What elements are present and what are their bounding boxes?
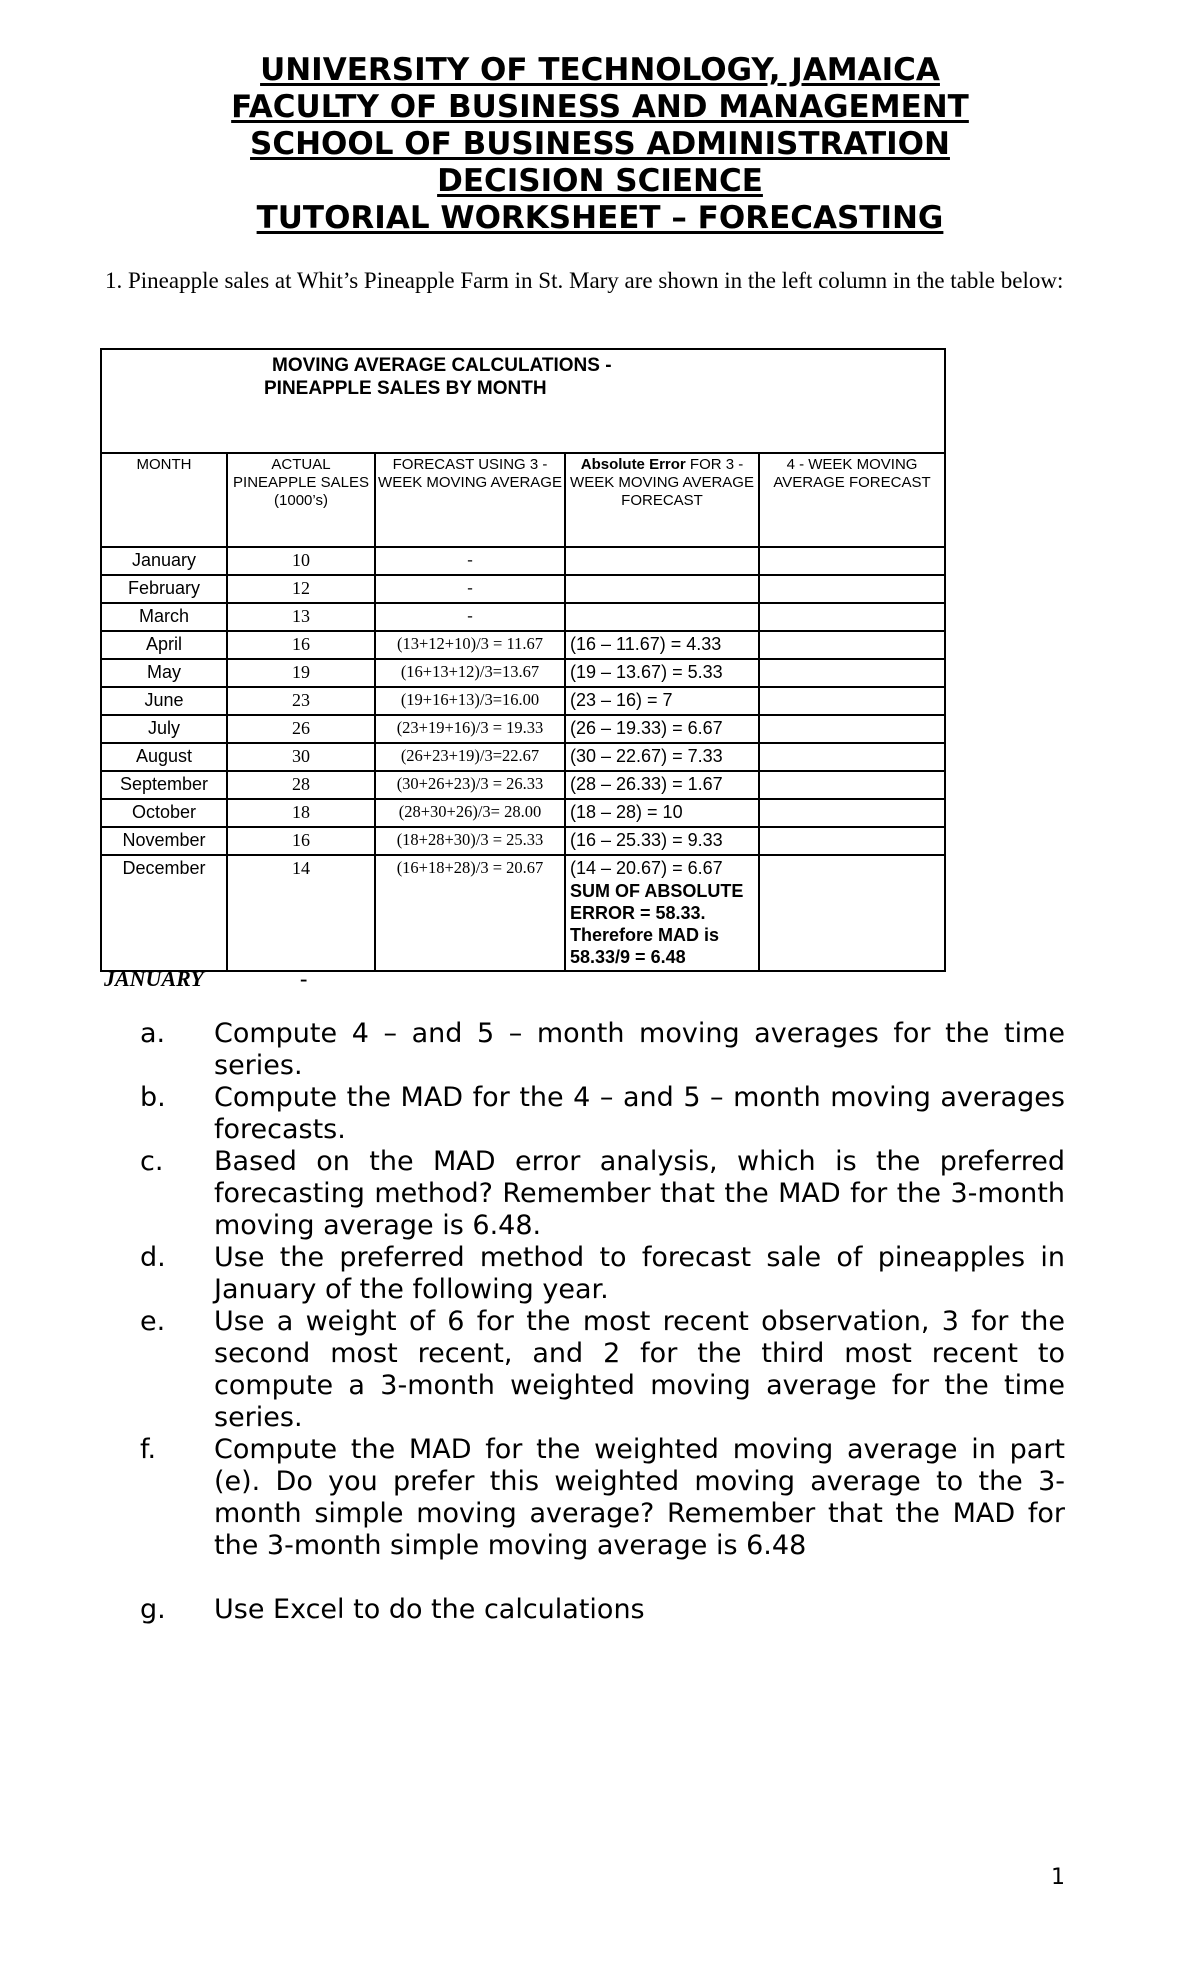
table-row xyxy=(101,827,945,855)
header-4-week-forecast: 4 - WEEK MOVING AVERAGE FORECAST xyxy=(759,453,945,547)
forecast-cell: - xyxy=(375,603,565,631)
question-text: Compute the MAD for the weighted moving average in part (e). Do you prefer this weighted moving average to the 3-month simple moving average? Remember that the MAD for the 3-month simple moving average is 6.48 xyxy=(214,1434,1065,1561)
sales-cell: 23 xyxy=(227,687,375,715)
sales-cell: 14 xyxy=(227,855,375,971)
ma4-cell xyxy=(759,827,945,855)
error-cell: (16 – 25.33) = 9.33 xyxy=(565,827,759,855)
error-cell: (28 – 26.33) = 1.67 xyxy=(565,771,759,799)
sales-cell: 18 xyxy=(227,799,375,827)
forecast-cell: (30+26+23)/3 = 26.33 xyxy=(375,771,565,799)
forecast-cell: - xyxy=(375,547,565,575)
error-cell: (19 – 13.67) = 5.33 xyxy=(565,659,759,687)
error-cell: (23 – 16) = 7 xyxy=(565,687,759,715)
table-row xyxy=(101,743,945,771)
sales-cell: 28 xyxy=(227,771,375,799)
table-row xyxy=(101,631,945,659)
question-text: Compute 4 – and 5 – month moving averages for the time series. xyxy=(214,1018,1065,1081)
header-course: DECISION SCIENCE xyxy=(437,163,763,199)
question-label: g. xyxy=(140,1594,166,1625)
question-item xyxy=(140,1434,1065,1562)
ma4-cell xyxy=(759,715,945,743)
forecast-cell: (28+30+26)/3= 28.00 xyxy=(375,799,565,827)
ma4-cell xyxy=(759,575,945,603)
document-header xyxy=(0,52,1200,237)
table-row xyxy=(101,575,945,603)
table-row xyxy=(101,603,945,631)
ma4-cell xyxy=(759,687,945,715)
question-label: e. xyxy=(140,1306,166,1337)
month-cell: August xyxy=(101,743,227,771)
month-cell: December xyxy=(101,855,227,971)
ma4-cell xyxy=(759,743,945,771)
question-item xyxy=(140,1242,1065,1306)
question-item xyxy=(140,1594,1065,1626)
sales-cell: 12 xyxy=(227,575,375,603)
month-cell: February xyxy=(101,575,227,603)
header-school: SCHOOL OF BUSINESS ADMINISTRATION xyxy=(250,126,950,162)
header-university: UNIVERSITY OF TECHNOLOGY, JAMAICA xyxy=(260,52,940,88)
forecast-cell: (16+13+12)/3=13.67 xyxy=(375,659,565,687)
question-label: c. xyxy=(140,1146,164,1177)
forecast-cell: (19+16+13)/3=16.00 xyxy=(375,687,565,715)
sales-cell: 30 xyxy=(227,743,375,771)
question-label: f. xyxy=(140,1434,157,1465)
header-absolute-error xyxy=(565,453,759,547)
month-cell: November xyxy=(101,827,227,855)
question-item xyxy=(140,1082,1065,1146)
ma4-cell xyxy=(759,631,945,659)
table-title-cell xyxy=(101,349,945,453)
error-cell: (16 – 11.67) = 4.33 xyxy=(565,631,759,659)
header-worksheet: TUTORIAL WORKSHEET – FORECASTING xyxy=(256,200,944,236)
mad-summary: SUM OF ABSOLUTE ERROR = 58.33. Therefore MAD is 58.33/9 = 6.48 xyxy=(570,881,744,967)
table-row xyxy=(101,659,945,687)
header-3-week-forecast: FORECAST USING 3 - WEEK MOVING AVERAGE xyxy=(375,453,565,547)
error-cell: (18 – 28) = 10 xyxy=(565,799,759,827)
question-label: d. xyxy=(140,1242,166,1273)
error-cell: (30 – 22.67) = 7.33 xyxy=(565,743,759,771)
error-cell: (26 – 19.33) = 6.67 xyxy=(565,715,759,743)
error-cell xyxy=(565,575,759,603)
moving-average-table xyxy=(100,348,946,972)
sales-cell: 13 xyxy=(227,603,375,631)
forecast-cell: (18+28+30)/3 = 25.33 xyxy=(375,827,565,855)
sales-cell: 16 xyxy=(227,827,375,855)
forecast-cell: - xyxy=(375,575,565,603)
table-row xyxy=(101,771,945,799)
question-intro: 1. Pineapple sales at Whit’s Pineapple Farm in St. Mary are shown in the left column in the table below: xyxy=(105,268,1064,293)
error-cell xyxy=(565,855,759,971)
ma4-cell xyxy=(759,771,945,799)
month-cell: April xyxy=(101,631,227,659)
table-row xyxy=(101,799,945,827)
ma4-cell xyxy=(759,799,945,827)
sales-cell: 16 xyxy=(227,631,375,659)
page-number: 1 xyxy=(1051,1865,1065,1890)
ma4-cell xyxy=(759,547,945,575)
header-absolute-error-bold: Absolute Error xyxy=(580,456,686,473)
table-row xyxy=(101,547,945,575)
table-row xyxy=(101,687,945,715)
ma4-cell xyxy=(759,603,945,631)
question-text: Compute the MAD for the 4 – and 5 – month moving averages forecasts. xyxy=(214,1082,1065,1145)
question-list xyxy=(140,1018,1065,1626)
error-cell xyxy=(565,603,759,631)
january-label: JANUARY xyxy=(104,966,204,991)
sales-cell: 19 xyxy=(227,659,375,687)
sales-cell: 10 xyxy=(227,547,375,575)
table-title-line2: PINEAPPLE SALES BY MONTH xyxy=(264,378,547,399)
forecast-cell: (23+19+16)/3 = 19.33 xyxy=(375,715,565,743)
sales-cell: 26 xyxy=(227,715,375,743)
header-actual-sales: ACTUAL PINEAPPLE SALES (1000’s) xyxy=(227,453,375,547)
month-cell: October xyxy=(101,799,227,827)
question-text: Based on the MAD error analysis, which is the preferred forecasting method? Remember that the MAD for the 3-month moving average is 6.48. xyxy=(214,1146,1065,1241)
question-text: Use the preferred method to forecast sale of pineapples in January of the following year. xyxy=(214,1242,1065,1305)
question-item xyxy=(140,1018,1065,1082)
question-label: b. xyxy=(140,1082,166,1113)
month-cell: September xyxy=(101,771,227,799)
month-cell: May xyxy=(101,659,227,687)
forecast-cell: (16+18+28)/3 = 20.67 xyxy=(375,855,565,971)
forecast-cell: (13+12+10)/3 = 11.67 xyxy=(375,631,565,659)
question-text: Use a weight of 6 for the most recent observation, 3 for the second most recent, and 2 for the third most recent to compute a 3-month weighted moving average for the time series. xyxy=(214,1306,1065,1433)
error-cell xyxy=(565,547,759,575)
question-label: a. xyxy=(140,1018,166,1049)
table-body xyxy=(101,547,945,855)
month-cell: January xyxy=(101,547,227,575)
month-cell: June xyxy=(101,687,227,715)
error-value: (14 – 20.67) = 6.67 xyxy=(570,858,723,878)
header-absolute-error-rest: FOR 3 - WEEK MOVING AVERAGE FORECAST xyxy=(570,456,754,509)
header-month: MONTH xyxy=(101,453,227,547)
question-item xyxy=(140,1146,1065,1242)
january-dash: - xyxy=(300,966,308,991)
month-cell: July xyxy=(101,715,227,743)
table-header-row xyxy=(101,453,945,547)
table-row xyxy=(101,715,945,743)
ma4-cell xyxy=(759,855,945,971)
question-item xyxy=(140,1306,1065,1434)
table-row-december xyxy=(101,855,945,971)
month-cell: March xyxy=(101,603,227,631)
forecast-cell: (26+23+19)/3=22.67 xyxy=(375,743,565,771)
ma4-cell xyxy=(759,659,945,687)
table-title-line1: MOVING AVERAGE CALCULATIONS - xyxy=(272,355,612,376)
question-text: Use Excel to do the calculations xyxy=(214,1594,645,1625)
header-faculty: FACULTY OF BUSINESS AND MANAGEMENT xyxy=(231,89,969,125)
